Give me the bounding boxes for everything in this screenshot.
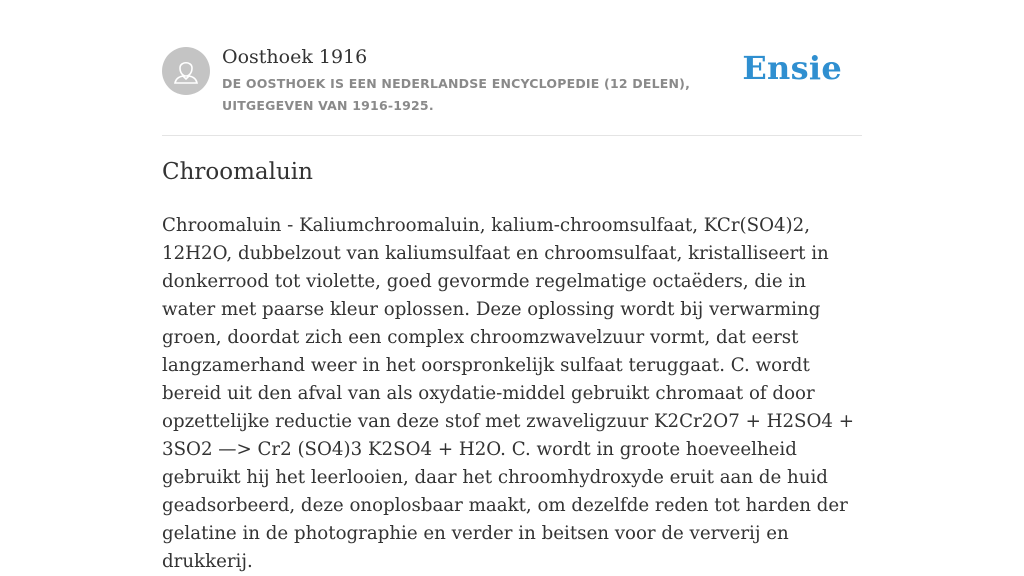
- ensie-logo[interactable]: Ensie: [742, 49, 842, 87]
- entry-body: Chroomaluin - Kaliumchroomaluin, kalium-chroomsulfaat, KCr(SO4)2, 12H2O, dubbelzout van kaliumsulfaat en chroomsulfaat, kristalliseert in donkerrood tot violette, goed gevormde regelmatige octaëders, die in water met paarse kleur oplossen. Deze oplossing wordt bij verwarming groen, doordat zich een complex chroomzwavelzuur vormt, dat eerst langzamerhand weer in het oorspronkelijk sulfaat teruggaat. C. wordt bereid uit den afval van als oxydatie-middel gebruikt chromaat of door opzettelijke reductie van deze stof met zwaveligzuur K2Cr2O7 + H2SO4 + 3SO2 —> Cr2 (SO4)3 K2SO4 + H2O. C. wordt in groote hoeveelheid gebruikt hij het leerlooien, daar het chroomhydroxyde eruit aan de huid geadsorbeerd, deze onoplosbaar maakt, om dezelfde reden tot harden der gelatine in de photographie en verder in beitsen voor de ververij en drukkerij.: [162, 215, 854, 572]
- user-avatar-icon[interactable]: [162, 47, 210, 95]
- entry-title: Chroomaluin: [162, 159, 313, 185]
- source-header: [162, 0, 862, 136]
- source-description: DE OOSTHOEK IS EEN NEDERLANDSE ENCYCLOPEDIE (12 DELEN), UITGEGEVEN VAN 1916-1925.: [222, 76, 691, 113]
- page-content: [162, 0, 862, 572]
- source-name[interactable]: Oosthoek 1916: [222, 46, 368, 68]
